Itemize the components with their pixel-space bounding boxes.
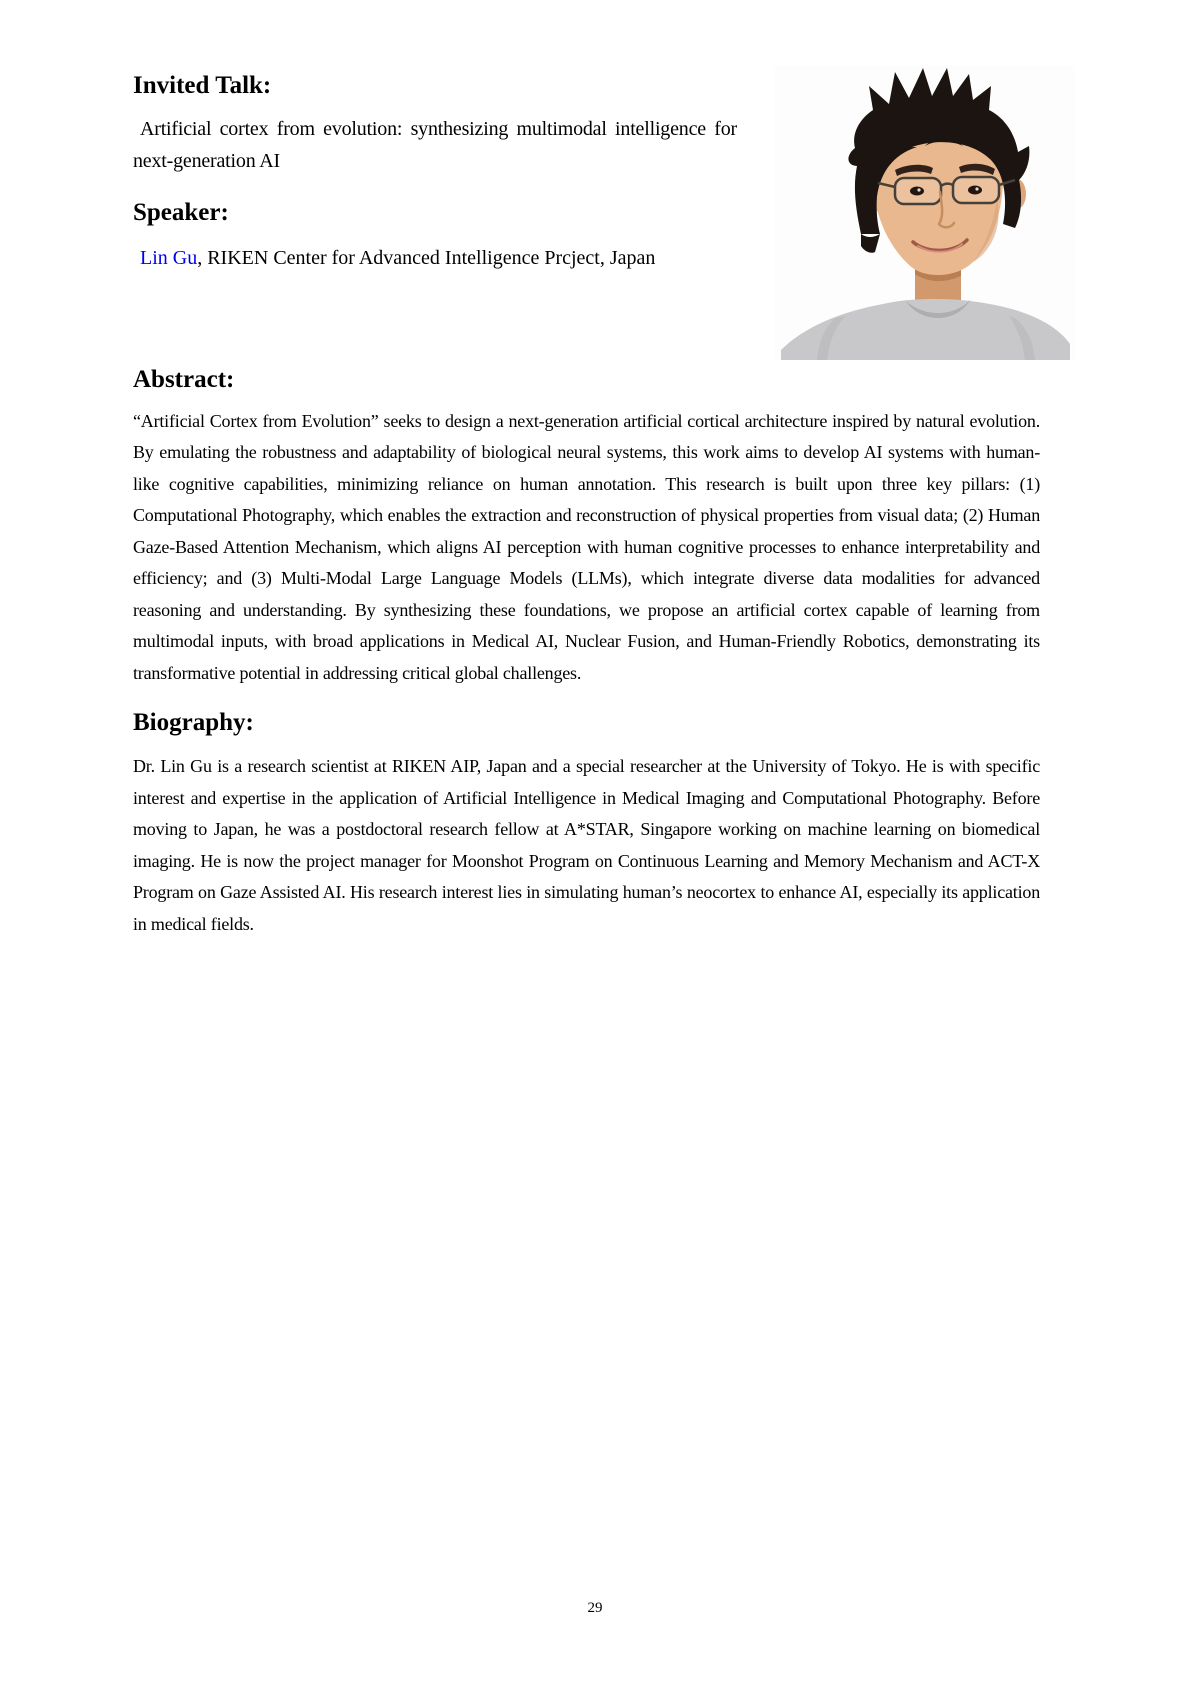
abstract-heading: Abstract: [133,365,235,393]
speaker-portrait-image [775,66,1075,360]
speaker-affiliation: , RIKEN Center for Advanced Intelligence Prcject, Japan [197,247,656,269]
biography-text: Dr. Lin Gu is a research scientist at RIKEN AIP, Japan and a special researcher at the University of Tokyo. He is with specific interest and expertise in the application of Artificial Intelligence in Medical Imaging and Computational Photography. Before moving to Japan, he was a postdoctoral research fellow at A*STAR, Singapore working on machine learning on biomedical imaging. He is now the project manager for Moonshot Program on Continuous Learning and Memory Mechanism and ACT-X Program on Gaze Assisted AI. His research interest lies in simulating human’s neocortex to enhance AI, especially its application in medical fields. [133,756,1040,934]
speaker-portrait-photo [775,66,1075,360]
abstract-text: “Artificial Cortex from Evolution” seeks to design a next-generation artificial cortical architecture inspired by natural evolution. By emulating the robustness and adaptability of biological neural systems, this work aims to develop AI systems with human-like cognitive capabilities, minimizing reliance on human annotation. This research is built upon three key pillars: (1) Computational Photography, which enables the extraction and reconstruction of physical properties from visual data; (2) Human Gaze-Based Attention Mechanism, which aligns AI perception with human cognitive processes to enhance interpretability and efficiency; and (3) Multi-Modal Large Language Models (LLMs), which integrate diverse data modalities for advanced reasoning and understanding. By synthesizing these foundations, we propose an artificial cortex capable of learning from multimodal inputs, with broad applications in Medical AI, Nuclear Fusion, and Human-Friendly Robotics, demonstrating its transformative potential in addressing critical global challenges. [133,410,1040,683]
invited-talk-heading: Invited Talk: [133,72,272,99]
speaker-name-link[interactable]: Lin Gu [140,247,198,269]
biography-heading: Biography: [133,709,254,736]
speaker-heading: Speaker: [133,199,229,226]
talk-title: Artificial cortex from evolution: synthesizing multimodal intelligence for next-generation AI [133,118,737,172]
page-number: 29 [587,1600,603,1616]
